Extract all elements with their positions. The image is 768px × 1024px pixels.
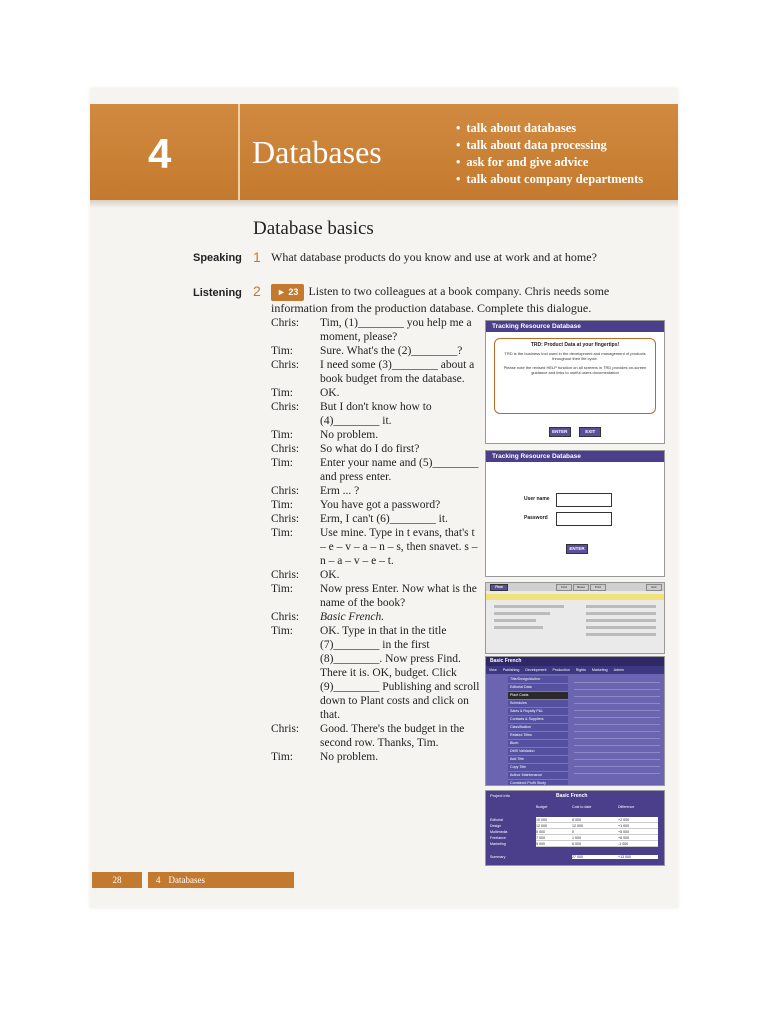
summary-difference: +13 000 [618, 855, 658, 859]
menu-tab[interactable]: Production [552, 668, 570, 672]
welcome-note: Please note the revised HELP function on all screens in TRD provides on-screen guidance and links to useful users documentation [503, 365, 647, 375]
menu-item[interactable]: Blurb [508, 740, 568, 748]
menu-item[interactable]: Combined Profit Study [508, 780, 568, 786]
listening-instruction [271, 284, 651, 316]
budget-title: Basic French [556, 793, 588, 799]
search-fields [494, 605, 564, 645]
reset-tab[interactable]: Reset [573, 584, 589, 591]
budget-cell-cost: 0 [572, 829, 618, 835]
enter-button[interactable]: ENTER [549, 427, 571, 437]
dialogue-line [271, 750, 481, 764]
dialogue-text: Basic French. [320, 611, 385, 623]
dialogue-line [271, 498, 481, 512]
budget-table-screen [485, 790, 665, 866]
column-difference: Difference [618, 805, 635, 809]
budget-cell-label: Multimedia [490, 830, 508, 834]
dialogue-text: OK. [320, 387, 340, 399]
audio-track-number: 23 [288, 287, 299, 297]
budget-row [490, 841, 660, 847]
menu-content-area [574, 676, 660, 780]
exit-button[interactable]: EXIT [579, 427, 601, 437]
dialogue-text: So what do I do first? [320, 443, 420, 455]
screen-header: Tracking Resource Database [486, 321, 664, 332]
budget-cell-diff: -1 000 [618, 841, 658, 847]
welcome-title: TRD: Product Data at your fingertips! [530, 342, 620, 348]
menu-item[interactable]: Author Maintenance [508, 772, 568, 780]
menu-item[interactable]: Editorial Data [508, 684, 568, 692]
dialogue-text: No problem. [320, 751, 379, 763]
dialogue-speaker: Chris: [271, 359, 300, 371]
budget-cell-budget: 10 000 [536, 817, 572, 823]
budget-cell-budget: 5 000 [536, 829, 572, 835]
dialogue-speaker: Chris: [271, 569, 300, 581]
dialogue-line [271, 400, 481, 428]
summary-label: Summary [490, 855, 506, 859]
find-tab[interactable]: Find [556, 584, 572, 591]
budget-cell-budget: 5 000 [536, 841, 572, 847]
dialogue-speaker: Chris: [271, 611, 300, 623]
listening-label: Listening [193, 287, 242, 299]
dialogue-text: Now press Enter. Now what is the name of the book? [320, 583, 477, 609]
budget-columns [536, 805, 660, 809]
dialogue-speaker: Tim: [271, 527, 293, 539]
dialogue-text: OK. Type in that in the title (7)________ in the first (8)________. Now press Find. There it is. OK, budget. Click (9)________ Publishing and scroll down to Plant costs and click on that. [320, 625, 480, 721]
dialogue-text: I need some (3)________ about a book budget from the database. [320, 359, 475, 385]
dialogue-line [271, 526, 481, 568]
project-info-label: Project info [490, 793, 511, 798]
dialogue-line [271, 624, 481, 722]
menu-item[interactable]: Schedules [508, 700, 568, 708]
dialogue-line [271, 386, 481, 400]
budget-cell-cost: 8 000 [572, 817, 618, 823]
dialogue-line [271, 722, 481, 750]
banner-shadow [90, 200, 678, 208]
dialogue-text: Erm ... ? [320, 485, 360, 497]
budget-cell-label: Marketing [490, 842, 506, 846]
menu-item[interactable]: DMS Validation [508, 748, 568, 756]
dialogue-line [271, 484, 481, 498]
dialogue-line [271, 568, 481, 582]
speaking-label: Speaking [193, 252, 242, 264]
menu-header: Basic French [486, 657, 664, 666]
unit-banner [90, 104, 678, 200]
dialogue-speaker: Tim: [271, 625, 293, 637]
trd-search-screen [485, 582, 665, 654]
footer-unit-title: Databases [168, 875, 205, 885]
welcome-box [494, 338, 656, 414]
username-input[interactable] [556, 493, 612, 507]
menu-tab[interactable]: Admin [613, 668, 624, 672]
menu-tab[interactable]: View [489, 668, 497, 672]
dialogue-speaker: Tim: [271, 429, 293, 441]
exercise-number: 1 [253, 249, 261, 265]
trd-intro-screen [485, 320, 665, 444]
dialogue-speaker: Chris: [271, 401, 300, 413]
dialogue-line [271, 582, 481, 610]
objective-item: • talk about data processing [456, 137, 643, 154]
find-button[interactable]: Find [490, 584, 508, 591]
budget-cell-diff: +5 000 [618, 829, 658, 835]
menu-tab[interactable]: Marketing [591, 668, 608, 672]
budget-cell-cost: 6 000 [572, 841, 618, 847]
speaking-instruction: What database products do you know and use at work and at home? [271, 250, 597, 264]
menu-item[interactable]: Related Titles [508, 732, 568, 740]
dialogue-speaker: Chris: [271, 723, 300, 735]
dialogue-line [271, 316, 481, 344]
budget-cell-cost: 1 000 [572, 835, 618, 841]
menu-item[interactable]: Classification [508, 724, 568, 732]
dialogue-line [271, 358, 481, 386]
dialogue-speaker: Tim: [271, 345, 293, 357]
dialogue-speaker: Tim: [271, 499, 293, 511]
budget-cell-diff: +2 000 [618, 817, 658, 823]
exit-tab[interactable]: Exit [646, 584, 662, 591]
password-input[interactable] [556, 512, 612, 526]
audio-track-icon: ► 23 [271, 284, 304, 301]
budget-cell-diff: +6 000 [618, 835, 658, 841]
menu-item[interactable]: Plant Costs [508, 692, 568, 700]
menu-tab[interactable]: Rights [575, 668, 586, 672]
budget-cell-label: Freelance [490, 836, 506, 840]
dialogue-speaker: Chris: [271, 485, 300, 497]
menu-item[interactable]: Add Title [508, 756, 568, 764]
exercise-number: 2 [253, 283, 261, 299]
footer-unit-number: 4 [156, 875, 161, 885]
dialogue-line [271, 610, 481, 624]
dialogue-speaker: Tim: [271, 751, 293, 763]
dialogue-speaker: Chris: [271, 513, 300, 525]
section-title: Database basics [253, 218, 374, 239]
dialogue-text: Good. There's the budget in the second row. Thanks, Tim. [320, 723, 465, 749]
print-tab[interactable]: Print [590, 584, 606, 591]
dialogue-text: Tim, (1)________ you help me a moment, please? [320, 317, 472, 343]
dialogue-text: OK. [320, 569, 340, 581]
budget-summary [490, 855, 660, 859]
dialogue-speaker: Chris: [271, 443, 300, 455]
username-label: User name [524, 496, 550, 502]
budget-cell-label: Editorial [490, 818, 503, 822]
budget-cell-diff: +1 000 [618, 823, 658, 829]
dialogue [271, 316, 481, 764]
column-budget: Budget [536, 805, 548, 809]
dialogue-line [271, 512, 481, 526]
budget-cell-cost: 12 000 [572, 823, 618, 829]
dialogue-text: Erm, I can't (6)________ it. [320, 513, 448, 525]
page-number: 28 [92, 872, 142, 888]
menu-item[interactable]: Title/Design/Author [508, 676, 568, 684]
objective-item: • ask for and give advice [456, 154, 643, 171]
budget-cell-budget: 12 000 [536, 823, 572, 829]
objective-item: • talk about databases [456, 120, 643, 137]
dialogue-line [271, 456, 481, 484]
dialogue-text: You have got a password? [320, 499, 441, 511]
unit-number: 4 [148, 130, 172, 177]
dialogue-speaker: Tim: [271, 457, 293, 469]
menu-item[interactable]: Copy Title [508, 764, 568, 772]
banner-divider [238, 104, 240, 200]
menu-item[interactable]: Sales & Royalty P&L [508, 708, 568, 716]
trd-menu-screen [485, 656, 665, 786]
search-bar [486, 594, 664, 600]
menu-tab[interactable]: Development [525, 668, 547, 672]
dialogue-speaker: Chris: [271, 317, 300, 329]
search-criteria [586, 605, 656, 645]
summary-cost: 27 000 [572, 855, 618, 859]
menu-tabs [486, 666, 664, 674]
objective-item: • talk about company departments [456, 171, 643, 188]
dialogue-speaker: Tim: [271, 387, 293, 399]
publishing-menu [508, 676, 568, 786]
listening-text: Listen to two colleagues at a book company. Chris needs some information from the production database. Complete this dialogue. [271, 284, 610, 315]
objectives-list [456, 120, 643, 188]
menu-tab[interactable]: Publishing [502, 668, 520, 672]
enter-button[interactable]: ENTER [566, 544, 588, 554]
dialogue-text: Sure. What's the (2)________? [320, 345, 463, 357]
dialogue-speaker: Tim: [271, 583, 293, 595]
footer-unit [148, 872, 294, 888]
dialogue-text: Use mine. Type in t evans, that's t – e – v – a – n – s, then snavet. s – n – a – v – e – t. [320, 527, 478, 567]
trd-login-screen [485, 450, 665, 577]
dialogue-text: No problem. [320, 429, 379, 441]
budget-rows [490, 817, 660, 847]
menu-item[interactable]: Contacts & Suppliers [508, 716, 568, 724]
screen-header: Tracking Resource Database [486, 451, 664, 462]
budget-cell-budget: 7 000 [536, 835, 572, 841]
budget-cell-label: Design [490, 824, 502, 828]
dialogue-line [271, 442, 481, 456]
dialogue-text: Enter your name and (5)________ and press enter. [320, 457, 479, 483]
password-label: Password [524, 515, 548, 521]
dialogue-line [271, 344, 481, 358]
dialogue-text: But I don't know how to (4)________ it. [320, 401, 432, 427]
unit-title: Databases [252, 134, 382, 170]
dialogue-line [271, 428, 481, 442]
welcome-body: TRD is the business tool used in the development and management of products throughout their life cycle. [504, 351, 646, 361]
column-cost: Cost to date [572, 805, 592, 809]
